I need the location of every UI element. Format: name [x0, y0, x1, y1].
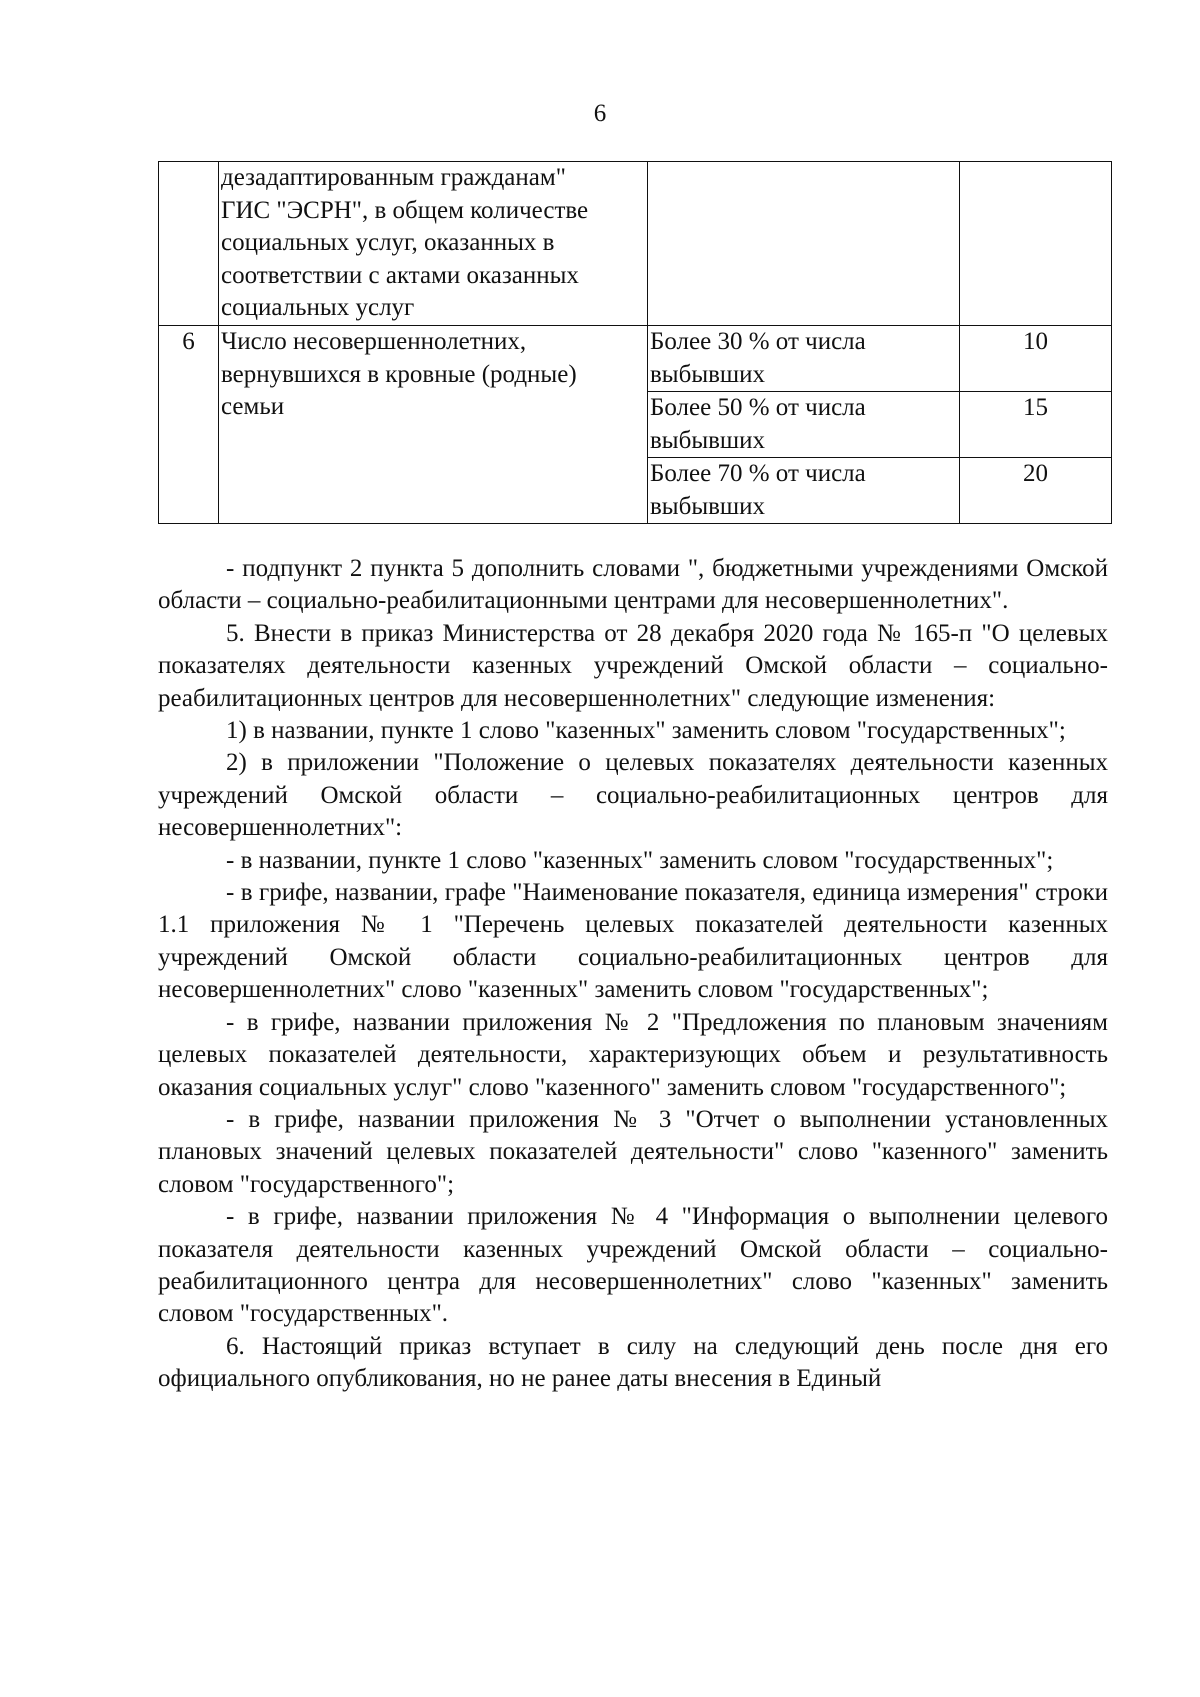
criteria-table: [158, 161, 1112, 524]
table-row: [159, 162, 1112, 326]
criterion-line: выбывших: [650, 360, 766, 388]
name-line: вернувшихся в кровные (родные): [221, 360, 577, 388]
score-cell: 15: [960, 392, 1112, 458]
criterion-cell: [648, 458, 960, 524]
paragraph: - в грифе, названии приложения № 3 "Отчет о выполнении установленных плановых значений целевых показателей деятельности" слово "казенного" заменить словом "государственного";: [158, 1105, 1108, 1198]
name-line: социальных услуг: [221, 294, 415, 321]
paragraph: 5. Внести в приказ Министерства от 28 декабря 2020 года № 165-п "О целевых показателях деятельности казенных учреждений Омской области – социально-реабилитационных центров для несовершеннолетних" следующие изменения:: [158, 619, 1108, 712]
row-number-cell: [159, 162, 219, 326]
indicator-name-cell: [219, 326, 648, 524]
score-cell: 10: [960, 326, 1112, 392]
criterion-line: Более 30 % от числа: [650, 328, 866, 355]
name-line: семьи: [221, 393, 285, 420]
score-cell: [960, 162, 1112, 326]
paragraph: - в грифе, названии, графе "Наименование показателя, единица измерения" строки 1.1 приложения № 1 "Перечень целевых показателей деятельности казенных учреждений Омской области социально-реабилитационных центров для несовершеннолетних" слово "казенных" заменить словом "государственных";: [158, 879, 1108, 1004]
criterion-cell: [648, 392, 960, 458]
paragraph: 2) в приложении "Положение о целевых показателях деятельности казенных учреждений Омской области – социально-реабилитационных центров для несовершеннолетних":: [158, 749, 1108, 842]
name-line: соответствии с актами оказанных: [221, 261, 579, 289]
table-row: [159, 326, 1112, 392]
indicator-name-cell: [219, 162, 648, 326]
criterion-line: Более 50 % от числа: [650, 394, 866, 421]
name-line: ГИС "ЭСРН", в общем количестве: [221, 196, 589, 224]
criterion-cell: [648, 326, 960, 392]
paragraph: - в грифе, названии приложения № 2 "Предложения по плановым значениям целевых показателей деятельности, характеризующих объем и результативность оказания социальных услуг" слово "казенного" заменить словом "государственного";: [158, 1008, 1108, 1101]
score-cell: 20: [960, 458, 1112, 524]
criterion-line: выбывших: [650, 492, 766, 520]
paragraph: - в грифе, названии приложения № 4 "Информация о выполнении целевого показателя деятельности казенных учреждений Омской области – социально-реабилитационного центра для несовершеннолетних" слово "казенных" заменить словом "государственных".: [158, 1203, 1108, 1328]
criterion-line: выбывших: [650, 426, 766, 454]
name-line: Число несовершеннолетних,: [221, 328, 527, 355]
criterion-cell: [648, 162, 960, 326]
row-number-cell: 6: [159, 326, 219, 524]
page-number: 6: [593, 100, 607, 127]
paragraph: 6. Настоящий приказ вступает в силу на следующий день после дня его официального опубликования, но не ранее даты внесения в Единый: [158, 1332, 1108, 1393]
name-line: социальных услуг, оказанных в: [221, 229, 555, 256]
paragraph: - в названии, пункте 1 слово "казенных" заменить словом "государственных";: [226, 846, 1054, 874]
criterion-line: Более 70 % от числа: [650, 460, 866, 487]
paragraph: - подпункт 2 пункта 5 дополнить словами ", бюджетными учреждениями Омской области – социально-реабилитационными центрами для несовершеннолетних".: [158, 555, 1108, 615]
document-body: [158, 553, 1108, 1396]
paragraph: 1) в названии, пункте 1 слово "казенных" заменить словом "государственных";: [226, 717, 1066, 745]
name-line: дезадаптированным гражданам": [221, 164, 566, 191]
